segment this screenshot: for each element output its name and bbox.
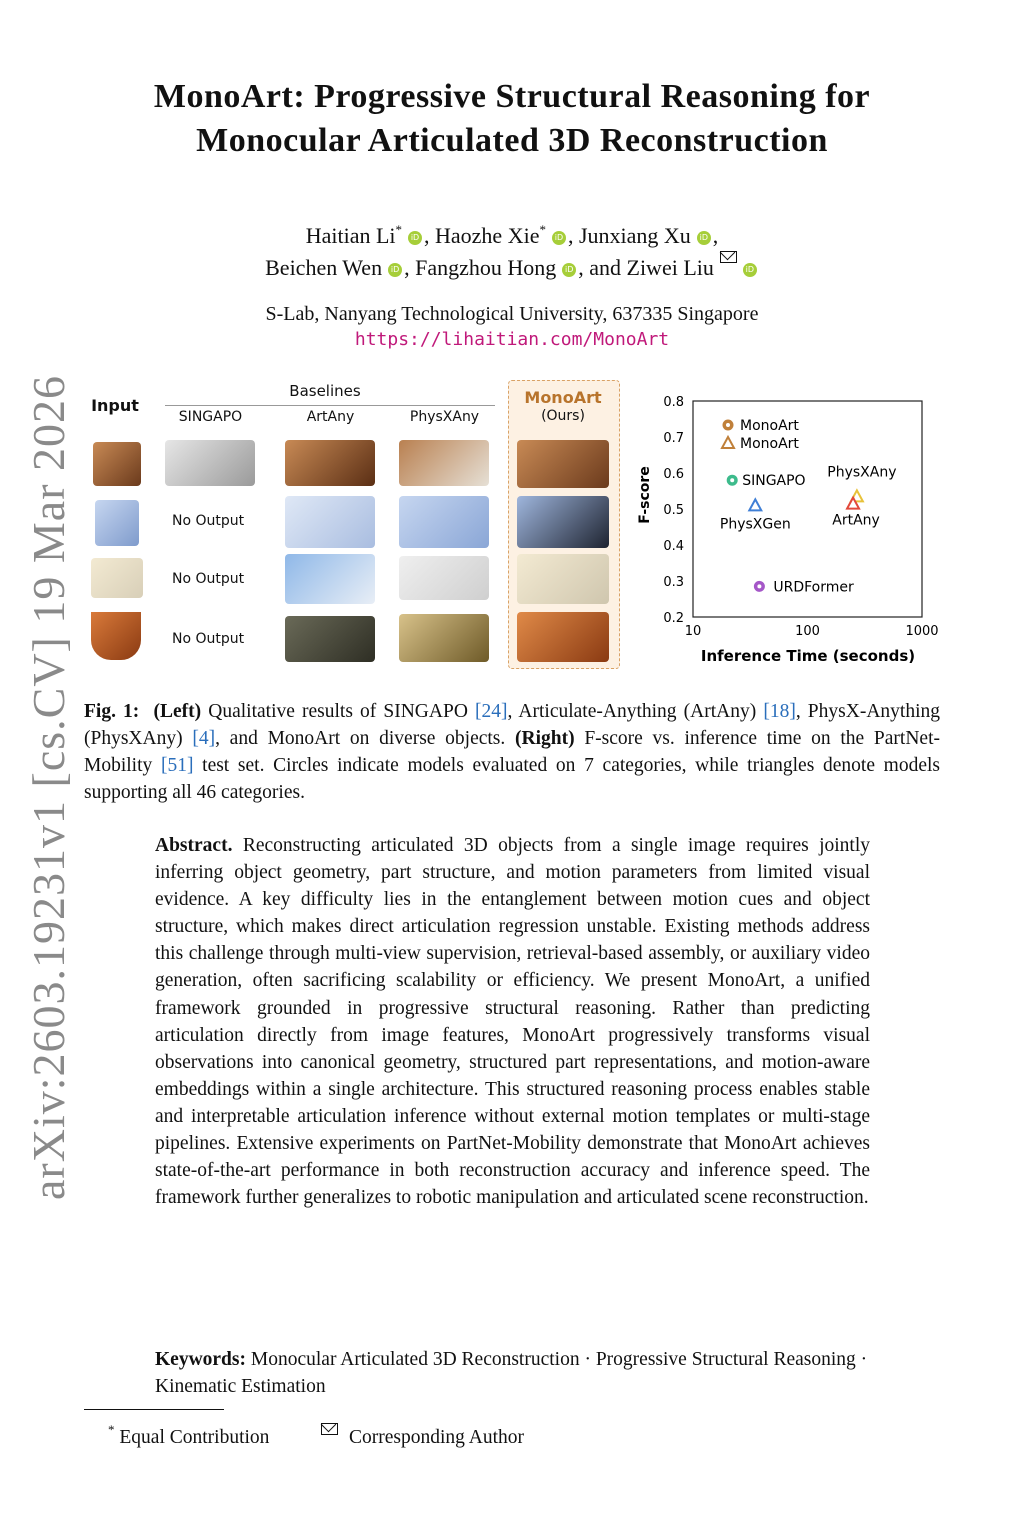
ours-header: MonoArt	[524, 388, 602, 407]
arxiv-identifier: arXiv:2603.19231v1 [cs.CV] 19 Mar 2026	[23, 374, 74, 1200]
data-label-physxany: PhysXAny	[827, 464, 897, 481]
y-tick-label: 0.3	[663, 575, 684, 590]
input-image-chair	[95, 500, 139, 546]
author-name: Haozhe Xie	[435, 223, 540, 248]
result-thumbnail	[517, 496, 609, 548]
abstract-label: Abstract.	[155, 835, 233, 856]
baselines-divider	[165, 405, 495, 406]
result-thumbnail	[285, 440, 375, 486]
fscore-vs-time-chart	[632, 390, 942, 680]
citation-link[interactable]: [24]	[475, 701, 508, 722]
data-point-singapo-center	[730, 478, 734, 482]
project-url-link[interactable]: https://lihaitian.com/MonoArt	[354, 329, 670, 350]
caption-label: Fig. 1:	[84, 701, 140, 722]
equal-contribution-mark: *	[395, 222, 403, 237]
keywords	[155, 1346, 895, 1400]
orcid-icon[interactable]: iD	[562, 263, 576, 277]
caption-text: , PhysX-Anything (PhysXAny)	[84, 701, 940, 749]
caption-left-marker: (Left)	[153, 701, 202, 722]
input-image-cabinet	[93, 442, 141, 486]
result-thumbnail	[517, 554, 609, 604]
result-thumbnail	[285, 616, 375, 662]
legend-label: MonoArt	[740, 418, 799, 434]
result-thumbnail	[399, 556, 489, 600]
caption-text: Qualitative results of SINGAPO	[201, 701, 476, 722]
citation-link[interactable]: [4]	[192, 728, 216, 749]
mail-icon	[321, 1423, 338, 1435]
baselines-header: Baselines	[289, 382, 361, 400]
input-header: Input	[91, 396, 139, 415]
citation-link[interactable]: [51]	[160, 755, 194, 776]
keywords-text: Monocular Articulated 3D Reconstruction · Progressive Structural Reasoning · Kinematic Estimation	[155, 1349, 868, 1397]
result-thumbnail	[285, 554, 375, 604]
y-tick-label: 0.5	[663, 503, 684, 518]
footnote-equal: Equal Contribution	[119, 1427, 270, 1448]
author-list: Haitian Li*iD , Haozhe Xie*iD , Junxiang Xu iD , Beichen Wen iD , Fangzhou Hong iD , and Ziwei Liu iD	[0, 215, 1024, 283]
ours-subheader: (Ours)	[541, 408, 585, 424]
result-thumbnail	[517, 440, 609, 488]
footnote-mark: *	[108, 1422, 115, 1437]
input-image-bucket	[91, 612, 141, 660]
data-point-urdformer-center	[757, 584, 761, 588]
result-thumbnail	[399, 496, 489, 548]
data-label-singapo: SINGAPO	[742, 473, 806, 490]
legend-marker-center	[726, 423, 730, 427]
abstract	[155, 832, 870, 1211]
no-output-label: No Output	[172, 513, 245, 529]
qualitative-figure	[85, 378, 625, 673]
orcid-icon[interactable]: iD	[697, 231, 711, 245]
equal-contribution-mark: *	[539, 222, 546, 237]
figure-caption	[84, 698, 940, 806]
author-name: Beichen Wen	[265, 255, 383, 280]
column-header-physxany: PhysXAny	[409, 409, 480, 425]
no-output-label: No Output	[172, 631, 245, 647]
mail-icon	[720, 251, 737, 263]
orcid-icon[interactable]: iD	[388, 263, 402, 277]
caption-text: , and MonoArt on diverse objects.	[215, 728, 516, 749]
keywords-label: Keywords:	[155, 1349, 246, 1370]
x-tick-label: 1000	[905, 624, 939, 639]
result-thumbnail	[517, 612, 609, 662]
y-tick-label: 0.4	[663, 539, 684, 554]
author-name: Fangzhou Hong	[415, 255, 557, 280]
paper-title	[0, 75, 1024, 163]
y-tick-label: 0.8	[663, 395, 684, 410]
caption-right-marker: (Right)	[515, 728, 575, 749]
x-axis-label: Inference Time (seconds)	[700, 647, 916, 665]
title-line-2: Monocular Articulated 3D Reconstruction	[196, 122, 828, 159]
author-conjunction: and	[589, 255, 621, 280]
y-tick-label: 0.2	[663, 611, 684, 626]
result-thumbnail	[285, 496, 375, 548]
caption-text: F-score vs. inference time on the PartNet-Mobility	[84, 728, 940, 776]
data-label-urdformer: URDFormer	[773, 579, 854, 596]
no-output-label: No Output	[172, 571, 245, 587]
y-tick-label: 0.6	[663, 467, 684, 482]
legend-label: MonoArt	[740, 436, 799, 452]
x-tick-label: 10	[684, 624, 702, 639]
y-tick-label: 0.7	[663, 431, 684, 446]
footnotes	[108, 1416, 524, 1452]
abstract-text: Reconstructing articulated 3D objects from a single image requires jointly inferring object geometry, part structure, and motion parameters from limited visual evidence. A key difficulty lies in the entanglement between motion cues and object structure, which makes direct articulation regression unstable. Existing methods address this challenge through multi-view supervision, retrieval-based assembly, or auxiliary video generation, often sacrificing scalability or efficiency. We present MonoArt, a unified framework grounded in progressive structural reasoning. Rather than predicting articulation directly from image features, MonoArt progressively transforms visual observations into canonical geometry, structured part representations, and motion-aware embeddings within a single architecture. This structured reasoning process enables stable and interpretable articulation inference without external motion templates or multi-stage pipelines. Extensive experiments on PartNet-Mobility demonstrate that MonoArt achieves state-of-the-art performance in both reconstruction accuracy and inference speed. The framework further generalizes to robotic manipulation and articulated scene reconstruction.	[155, 835, 871, 1209]
orcid-icon[interactable]: iD	[552, 231, 566, 245]
author-name: Ziwei Liu	[626, 255, 714, 280]
title-line-1: MonoArt: Progressive Structural Reasoning for	[153, 78, 871, 115]
citation-link[interactable]: [18]	[763, 701, 796, 722]
caption-text: , Articulate-Anything (ArtAny)	[507, 701, 764, 722]
data-label-artany: ArtAny	[832, 512, 880, 529]
author-name: Junxiang Xu	[578, 223, 691, 248]
y-axis-label: F-score	[637, 466, 653, 524]
affiliation: S-Lab, Nanyang Technological University, 637335 Singapore	[265, 303, 759, 325]
caption-text: test set. Circles indicate models evaluated on 7 categories, while triangles denote models supporting all 46 categories.	[84, 755, 940, 803]
orcid-icon[interactable]: iD	[408, 231, 422, 245]
result-thumbnail	[399, 440, 489, 486]
author-name: Haitian Li	[305, 223, 396, 248]
footnote-rule	[84, 1409, 224, 1410]
input-image-container	[91, 558, 143, 598]
column-header-singapo: SINGAPO	[178, 409, 243, 425]
data-label-physxgen: PhysXGen	[719, 516, 791, 533]
column-header-artany: ArtAny	[306, 409, 355, 425]
x-tick-label: 100	[795, 624, 820, 639]
result-thumbnail	[165, 440, 255, 486]
result-thumbnail	[399, 614, 489, 662]
orcid-icon[interactable]: iD	[743, 263, 757, 277]
footnote-corresponding: Corresponding Author	[349, 1427, 524, 1448]
